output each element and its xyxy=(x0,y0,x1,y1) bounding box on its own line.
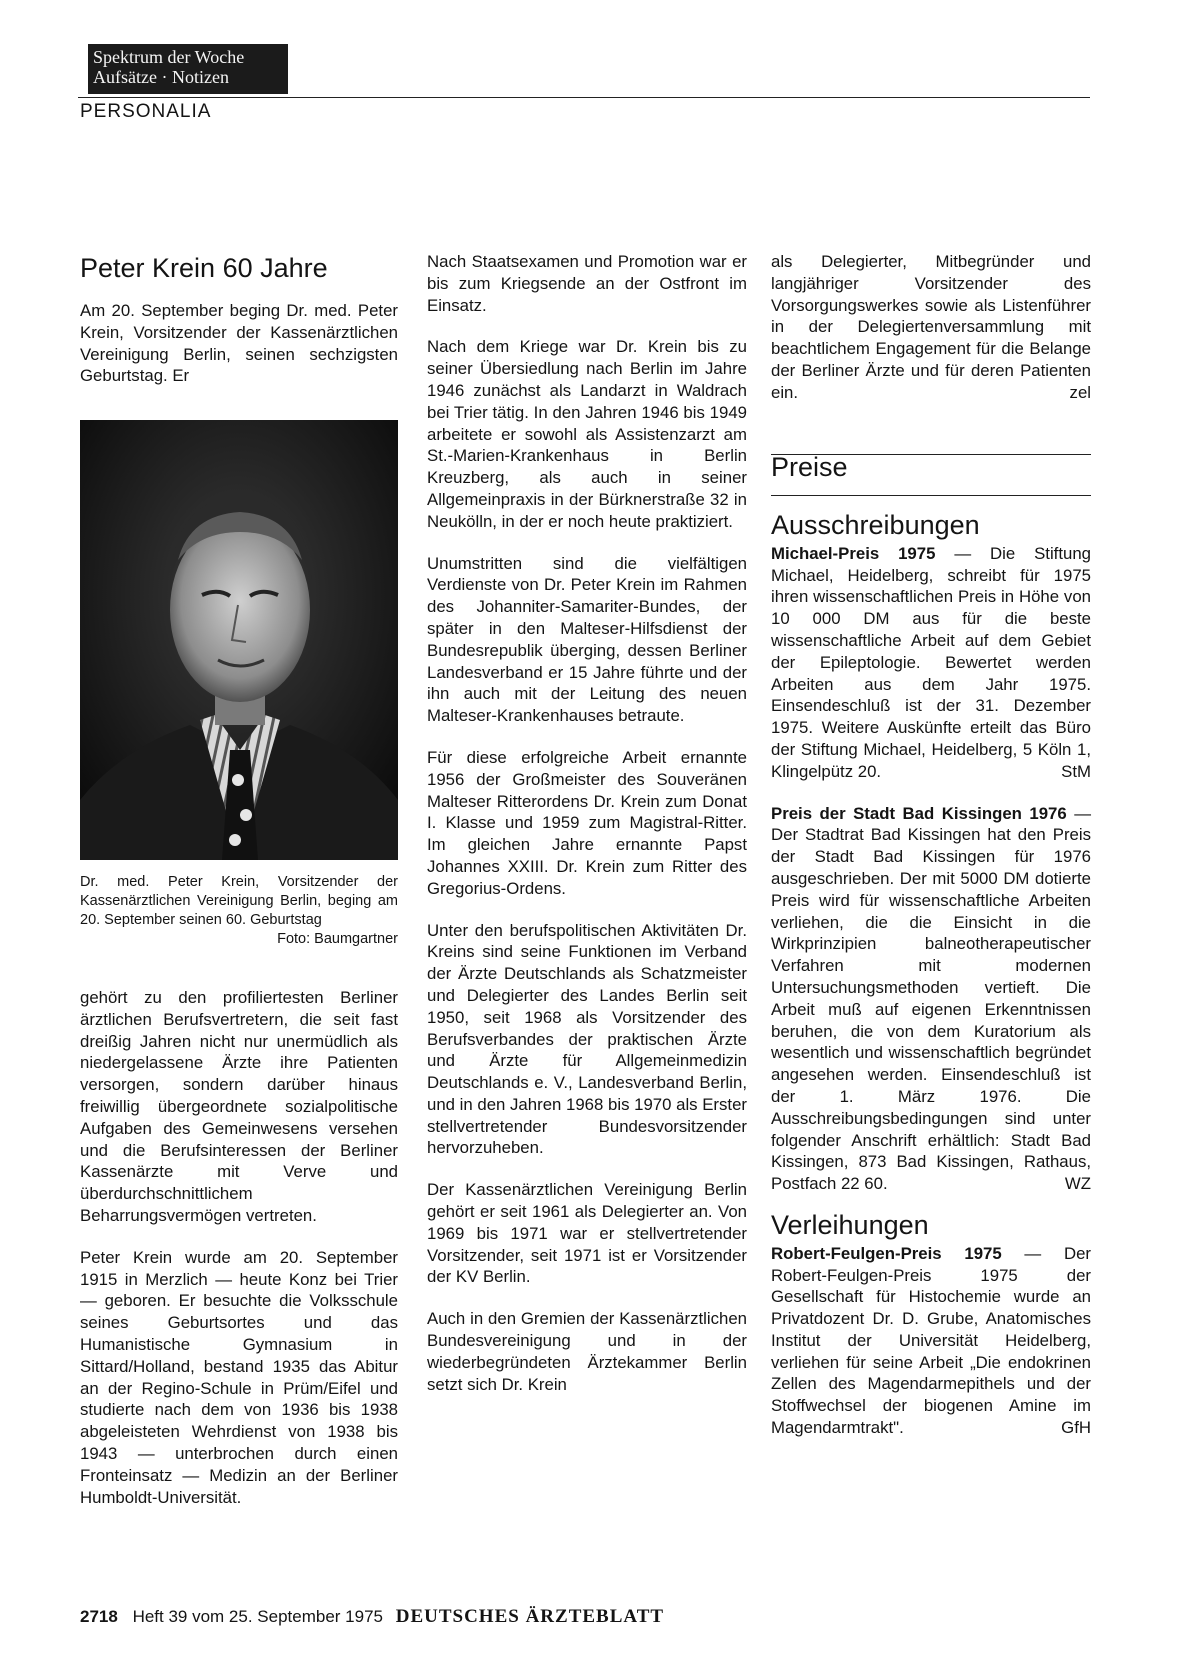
kissingen-preis-text: — Der Stadtrat Bad Kissingen hat den Preis der Stadt Bad Kissingen für 1976 ausgeschrieben. Der mit 5000 DM dotierte Preis wird für wissenschaftliche Arbeiten verliehen, die die Einsicht in die Wirkprinzipien balneotherapeutischer Verfahren mit modernen Untersuchungsmethoden vertieft. Die Arbeit muß auf eigenen Erkenntnissen beruhen, die von dem Kuratorium als wesentlich und wissenschaftlich begründet angesehen werden. Einsendeschluß ist der 1. März 1976. Die Ausschreibungsbedingungen sind unter folgender Anschrift erhältlich: Stadt Bad Kissingen, 873 Bad Kissingen, Rathaus, Postfach 22 60. xyxy=(771,803,1091,1194)
kissingen-preis-title: Preis der Stadt Bad Kissingen 1976 xyxy=(771,803,1067,823)
paragraph: Nach Staatsexamen und Promotion war er bis zum Kriegsende an der Ostfront im Einsatz. xyxy=(427,252,747,315)
magazine-name: DEUTSCHES ÄRZTEBLATT xyxy=(395,1606,665,1627)
article-intro: Am 20. September beging Dr. med. Peter Krein, Vorsitzender der Kassenärztlichen Vereinigung Berlin, seinen sechzigsten Geburtstag. Er xyxy=(80,301,398,386)
portrait-photo xyxy=(80,420,398,860)
badge-line-1: Spektrum der Woche xyxy=(93,47,245,67)
feulgen-preis-entry xyxy=(771,1243,1091,1439)
verleihungen-heading: Verleihungen xyxy=(771,1209,929,1240)
photo-caption xyxy=(80,873,398,949)
kissingen-preis-entry xyxy=(771,803,1091,1195)
author-signature: zel xyxy=(1069,382,1091,402)
feulgen-preis-title: Robert-Feulgen-Preis 1975 xyxy=(771,1243,1002,1263)
paragraph xyxy=(771,251,1091,404)
caption-text: Dr. med. Peter Krein, Vorsitzender der Kassenärztlichen Vereinigung Berlin, beging am 20. September seinen 60. Geburtstag xyxy=(80,874,398,928)
article-intro-block xyxy=(80,300,398,407)
author-signature: GfH xyxy=(1061,1418,1091,1438)
author-signature: WZ xyxy=(1064,1174,1091,1194)
paragraph: gehört zu den profiliertesten Berliner ärztlichen Berufsvertretern, die seit fast dreißig Jahren nicht nur unermüdlich als niedergelassene Ärzte ihre Patienten versorgen, sondern darüber hinaus freiwillig übergeordnete sozialpolitische Aufgaben des Gemeinwesens versehen und die Berufsinteressen der Berliner Kassenärzte mit Verve und überdurchschnittlichem Beharrungsvermögen vertreten. xyxy=(80,988,398,1225)
michael-preis-entry xyxy=(771,543,1091,783)
page-footer xyxy=(80,1606,664,1628)
paragraph: Nach dem Kriege war Dr. Krein bis zu seiner Übersiedlung nach Berlin im Jahre 1946 zunächst als Landarzt in Waldrach bei Trier tätig. In den Jahren 1946 bis 1949 arbeitete er sowohl als Assistenzarzt am St.-Marien-Krankenhaus in Berlin Kreuzberg, als auch in seiner Allgemeinpraxis in der Bürknerstraße 32 in Neukölln, in der er noch heute praktiziert. xyxy=(427,337,747,531)
article-title: Peter Krein 60 Jahre xyxy=(80,253,328,283)
ausschreibungen-heading: Ausschreibungen xyxy=(771,510,980,540)
paragraph-text: als Delegierter, Mitbegründer und langjähriger Vorsitzender des Vorsorgungswerkes sowie als Listenführer in der Delegiertenversammlung mit beachtlichem Engagement für die Belange der Berliner Ärzte und für deren Patienten ein. xyxy=(771,252,1091,402)
paragraph: Der Kassenärztlichen Vereinigung Berlin gehört er seit 1961 als Delegierter an. Von 1969 bis 1971 war er stellvertretender Vorsitzender, seit 1971 ist er Vorsitzender der KV Berlin. xyxy=(427,1180,747,1287)
paragraph: Auch in den Gremien der Kassenärztlichen Bundesvereinigung und in der wiederbegründeten Ärztekammer Berlin setzt sich Dr. Krein xyxy=(427,1309,747,1394)
badge-line-2: Aufsätze · Notizen xyxy=(93,67,229,87)
paragraph: Unumstritten sind die vielfältigen Verdienste von Dr. Peter Krein im Rahmen des Johanniter-Samariter-Bundes, der später in den Malteser-Hilfsdienst der Bundesrepublik überging, dessen Berliner Landesverband er 15 Jahre führte und der ihn auch mit der Leitung des neuen Malteser-Krankenhauses betraute. xyxy=(427,553,747,726)
paragraph: Für diese erfolgreiche Arbeit ernannte 1956 der Großmeister des Souveränen Malteser Ritterordens Dr. Krein zum Donat I. Klasse und 1959 zum Magistral-Ritter. Im gleichen Jahre ernannte Papst Johannes XXIII. Dr. Krein zum Ritter des Gregorius-Ordens. xyxy=(427,747,747,898)
preise-rule-bottom xyxy=(771,495,1091,496)
section-label: PERSONALIA xyxy=(80,101,212,122)
column-3-preise xyxy=(771,510,1092,1459)
issue-info: Heft 39 vom 25. September 1975 xyxy=(132,1607,383,1626)
header-rule xyxy=(78,97,1090,98)
section-badge xyxy=(88,44,288,94)
page-number: 2718 xyxy=(80,1607,118,1626)
paragraph: Peter Krein wurde am 20. September 1915 in Merzlich — heute Konz bei Trier — geboren. Er besuchte die Volksschule seines Geburtsortes und das Humanistische Gymnasium in Sittard/Holland, bestand 1935 das Abitur an der Regino-Schule in Prüm/Eifel und studierte nach dem von 1936 bis 1938 abgeleisteten Wehrdienst von 1938 bis 1943 — unterbrochen durch einen Fronteinsatz — Medizin an der Berliner Humboldt-Universität. xyxy=(80,1247,398,1507)
paragraph: Unter den berufspolitischen Aktivitäten Dr. Kreins sind seine Funktionen im Verband der Ärzte Deutschlands als Schatzmeister und Delegierter des Landes Berlin seit 1950, seit 1968 als Vorsitzender des Berufsverbandes der praktischen Ärzte und Ärzte für Allgemeinmedizin Deutschlands e. V., Landesverband Berlin, und in den Jahren 1968 bis 1970 als Erster stellvertretender Bundesvorsitzender hervorzuheben. xyxy=(427,920,747,1158)
author-signature: StM xyxy=(1061,761,1091,781)
column-1-body xyxy=(80,987,398,1528)
feulgen-preis-text: — Der Robert-Feulgen-Preis 1975 der Gesellschaft für Histochemie wurde an Privatdozent Dr. D. Grube, Anatomisches Institut der Universität Heidelberg, verliehen für seine Arbeit „Die endokrinen Zellen des Magendarmepithels und der Stoffwechsel der biogenen Amine im Magendarmtrakt". xyxy=(771,1243,1091,1438)
caption-credit: Foto: Baumgartner xyxy=(277,931,398,947)
column-3-top xyxy=(771,251,1091,424)
preise-heading: Preise xyxy=(771,452,848,482)
column-2-body xyxy=(427,251,747,1415)
michael-preis-title: Michael-Preis 1975 xyxy=(771,543,936,563)
michael-preis-text: — Die Stiftung Michael, Heidelberg, schreibt für 1975 ihren wissenschaftlichen Preis in Höhe von 10 000 DM aus für die beste wissenschaftliche Arbeit auf dem Gebiet der Epileptologie. Bewertet werden Arbeiten aus dem Jahr 1975. Einsendeschluß ist der 31. Dezember 1975. Weitere Auskünfte erteilt das Büro der Stiftung Michael, Heidelberg, 5 Köln 1, Klingelpütz 20. xyxy=(771,543,1092,781)
